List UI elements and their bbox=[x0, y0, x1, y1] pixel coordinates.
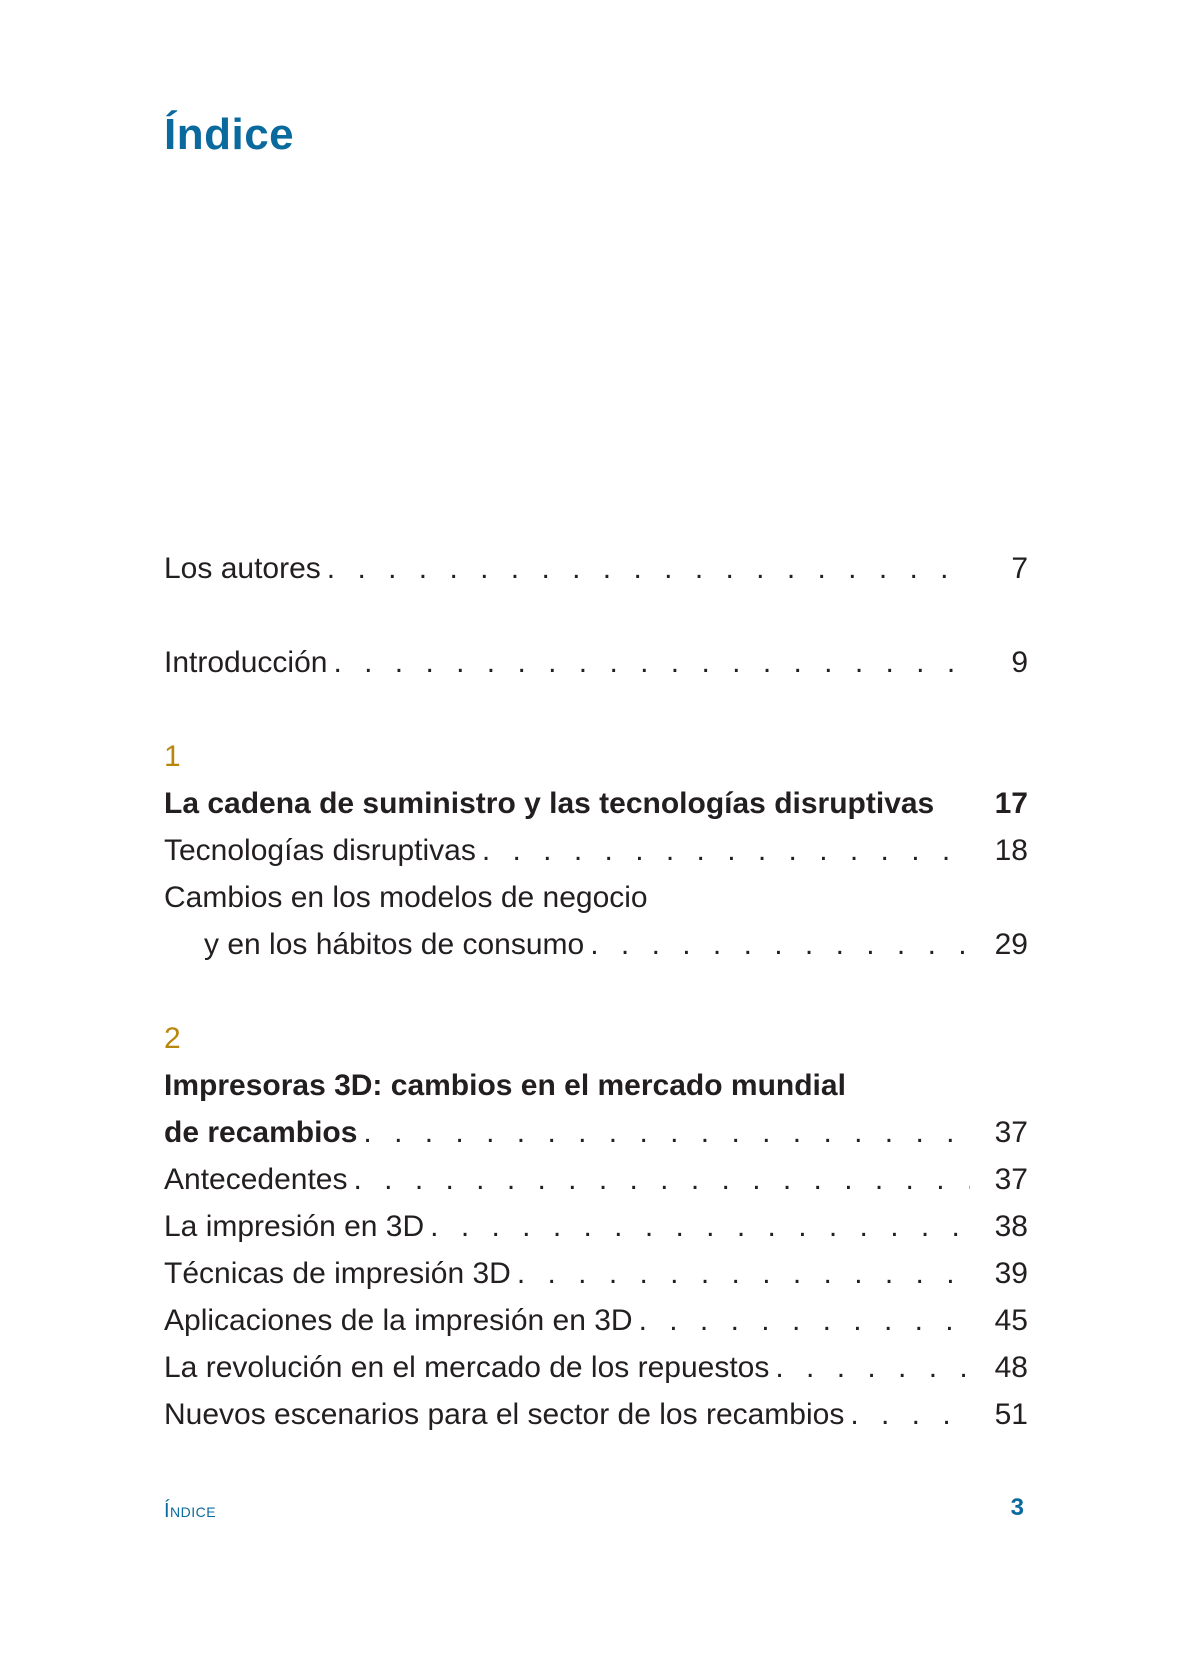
dot-leader bbox=[327, 551, 970, 587]
dot-leader bbox=[333, 645, 970, 681]
toc-entry-label: La revolución en el mercado de los repuestos bbox=[164, 1351, 770, 1384]
toc-entry-page: 29 bbox=[994, 928, 1028, 961]
toc-entry-page: 17 bbox=[994, 787, 1028, 820]
toc-entry-introduccion[interactable] bbox=[164, 634, 1028, 681]
chapter-number: 1 bbox=[164, 740, 181, 773]
toc-entry-page: 51 bbox=[994, 1398, 1028, 1431]
dot-leader bbox=[482, 833, 970, 869]
toc-entry[interactable] bbox=[164, 1339, 1028, 1386]
toc-entry-label: La impresión en 3D bbox=[164, 1210, 425, 1243]
toc-entry-page: 39 bbox=[994, 1257, 1028, 1290]
dot-leader bbox=[517, 1256, 970, 1292]
toc-entry[interactable] bbox=[164, 1292, 1028, 1339]
page-title: Índice bbox=[164, 110, 295, 159]
toc-entry-page: 38 bbox=[994, 1210, 1028, 1243]
chapter-number: 2 bbox=[164, 1022, 181, 1055]
toc-entry-page: 37 bbox=[994, 1163, 1028, 1196]
toc-entry-label: y en los hábitos de consumo bbox=[204, 928, 585, 961]
chapter-heading-continuation[interactable] bbox=[164, 1104, 1028, 1151]
dot-leader bbox=[775, 1350, 970, 1386]
chapter-title: Impresoras 3D: cambios en el mercado mundial bbox=[164, 1069, 846, 1102]
toc-entry-page: 7 bbox=[1011, 552, 1028, 585]
dot-leader bbox=[353, 1162, 970, 1198]
toc-entry-page: 9 bbox=[1011, 646, 1028, 679]
toc-entry-autores[interactable] bbox=[164, 540, 1028, 587]
toc-entry[interactable] bbox=[164, 1151, 1028, 1198]
toc-entry-continuation[interactable] bbox=[164, 916, 1028, 963]
toc-entry-label: Cambios en los modelos de negocio bbox=[164, 881, 648, 914]
running-footer-section: Índice bbox=[164, 1500, 217, 1522]
toc-entry-label: Aplicaciones de la impresión en 3D bbox=[164, 1304, 633, 1337]
toc-entry[interactable] bbox=[164, 869, 1028, 916]
dot-leader bbox=[639, 1303, 970, 1339]
toc-entry-label: Técnicas de impresión 3D bbox=[164, 1257, 511, 1290]
toc-entry[interactable] bbox=[164, 822, 1028, 869]
toc-entry-label: Los autores bbox=[164, 552, 321, 585]
dot-leader bbox=[363, 1115, 970, 1151]
dot-leader bbox=[590, 927, 970, 963]
toc-entry-page: 18 bbox=[994, 834, 1028, 867]
toc-entry[interactable] bbox=[164, 1198, 1028, 1245]
toc-entry-page: 45 bbox=[994, 1304, 1028, 1337]
chapter-heading[interactable] bbox=[164, 1057, 1028, 1104]
toc-entry-label: Tecnologías disruptivas bbox=[164, 834, 476, 867]
toc-entry[interactable] bbox=[164, 1245, 1028, 1292]
chapter-title: de recambios bbox=[164, 1116, 358, 1149]
page-number: 3 bbox=[1010, 1494, 1024, 1521]
toc-entry-label: Nuevos escenarios para el sector de los recambios bbox=[164, 1398, 845, 1431]
dot-leader bbox=[850, 1397, 970, 1433]
chapter-title: La cadena de suministro y las tecnologías disruptivas bbox=[164, 787, 935, 820]
toc-entry-label: Antecedentes bbox=[164, 1163, 348, 1196]
chapter-heading[interactable] bbox=[164, 775, 1028, 822]
toc-entry-page: 37 bbox=[994, 1116, 1028, 1149]
toc-entry-label: Introducción bbox=[164, 646, 328, 679]
table-of-contents bbox=[164, 540, 1028, 1433]
toc-entry-page: 48 bbox=[994, 1351, 1028, 1384]
toc-entry[interactable] bbox=[164, 1386, 1028, 1433]
dot-leader bbox=[430, 1209, 970, 1245]
